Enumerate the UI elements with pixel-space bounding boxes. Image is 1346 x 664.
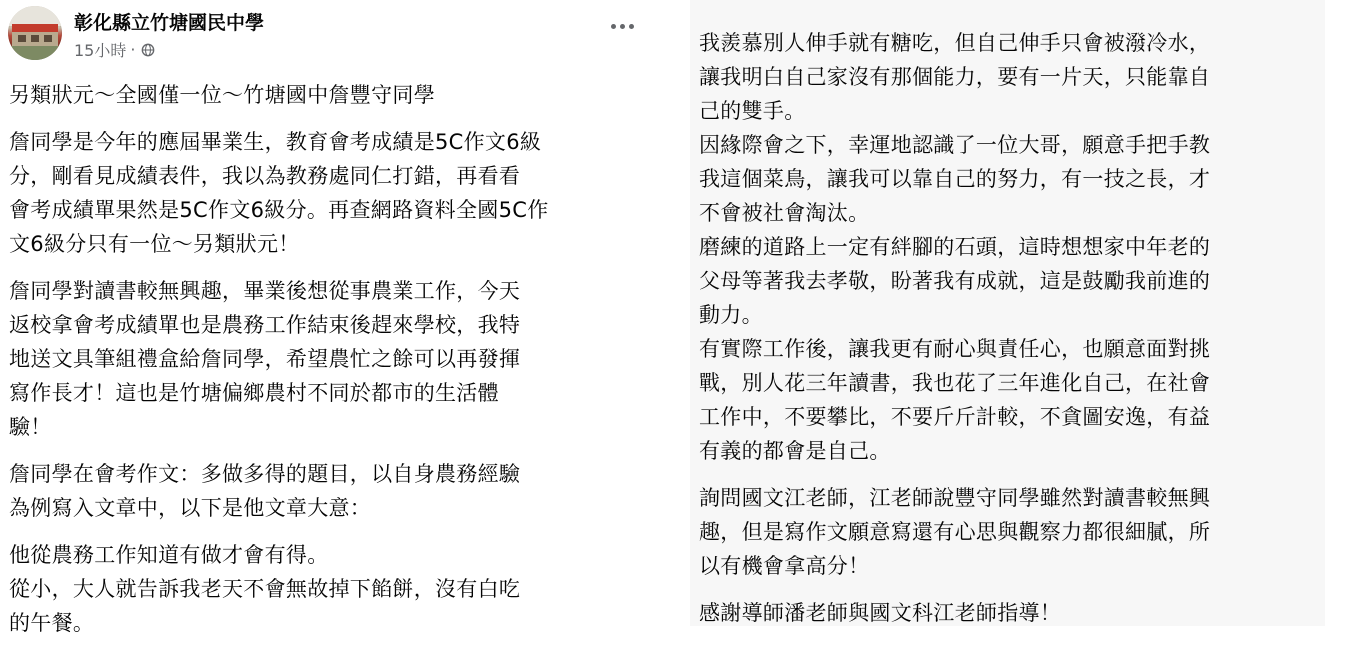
more-options-button[interactable] xyxy=(604,12,640,40)
paragraph-gap xyxy=(699,468,1319,481)
post-header xyxy=(8,6,648,62)
post-paragraph xyxy=(699,596,1319,630)
text-line: 從小，大人就告訴我老天不會無故掉下餡餅，沒有白吃 xyxy=(9,577,521,601)
text-line: 我羨慕別人伸手就有糖吃，但自己伸手只會被潑冷水， xyxy=(699,31,1211,55)
post-paragraph xyxy=(9,125,649,261)
text-line: 詹同學在會考作文：多做多得的題目，以自身農務經驗 xyxy=(9,462,521,486)
post-paragraph xyxy=(699,481,1319,583)
paragraph-gap xyxy=(699,583,1319,596)
text-line: 地送文具筆組禮盒給詹同學，希望農忙之餘可以再發揮 xyxy=(9,347,521,371)
post-meta xyxy=(74,38,155,61)
text-line: 寫作長才！這也是竹塘偏鄉農村不同於都市的生活體 xyxy=(9,381,499,405)
text-line: 詹同學是今年的應屆畢業生，教育會考成績是5C作文6級 xyxy=(9,130,542,154)
text-line: 分，剛看見成績表件，我以為教務處同仁打錯，再看看 xyxy=(9,164,521,188)
text-line: 他從農務工作知道有做才會有得。 xyxy=(9,543,329,567)
post-paragraph xyxy=(699,26,1319,468)
text-line: 文6級分只有一位～另類狀元！ xyxy=(9,232,300,256)
text-line: 以有機會拿高分！ xyxy=(699,554,870,578)
text-line: 父母等著我去孝敬，盼著我有成就，這是鼓勵我前進的 xyxy=(699,269,1211,293)
text-line: 的午餐。 xyxy=(9,611,95,635)
text-line: 感謝導師潘老師與國文科江老師指導！ xyxy=(699,601,1062,625)
text-line: 因緣際會之下，幸運地認識了一位大哥，願意手把手教 xyxy=(699,133,1211,157)
globe-icon[interactable] xyxy=(141,43,155,57)
text-line: 戰，別人花三年讀書，我也花了三年進化自己，在社會 xyxy=(699,371,1211,395)
text-line: 磨練的道路上一定有絆腳的石頭，這時想想家中年老的 xyxy=(699,235,1211,259)
post-paragraph xyxy=(9,78,649,112)
text-line: 有義的都會是自己。 xyxy=(699,439,891,463)
more-horizontal-icon xyxy=(611,24,616,29)
text-line: 驗！ xyxy=(9,415,52,439)
post-paragraph xyxy=(9,538,649,640)
paragraph-gap xyxy=(9,444,649,457)
post-text-right-panel xyxy=(690,0,1325,626)
post-paragraph xyxy=(9,457,649,525)
text-line: 動力。 xyxy=(699,303,763,327)
post-paragraph xyxy=(9,274,649,444)
text-line: 有實際工作後，讓我更有耐心與責任心，也願意面對挑 xyxy=(699,337,1211,361)
text-line: 不會被社會淘汰。 xyxy=(699,201,870,225)
paragraph-gap xyxy=(9,525,649,538)
meta-separator: · xyxy=(130,40,136,59)
text-line: 工作中，不要攀比，不要斤斤計較，不貪圖安逸，有益 xyxy=(699,405,1211,429)
paragraph-gap xyxy=(9,112,649,125)
text-line: 己的雙手。 xyxy=(699,99,806,123)
page-name-link[interactable]: 彰化縣立竹塘國民中學 xyxy=(74,12,265,34)
text-line: 趣，但是寫作文願意寫還有心思與觀察力都很細膩，所 xyxy=(699,520,1211,544)
post-card-left xyxy=(0,0,650,664)
more-dot xyxy=(629,24,634,29)
post-text-left xyxy=(9,78,649,640)
post-timestamp[interactable]: 15小時 xyxy=(74,41,127,60)
more-dot xyxy=(620,24,625,29)
text-line: 詢問國文江老師，江老師說豐守同學雖然對讀書較無興 xyxy=(699,486,1211,510)
post-text-right xyxy=(699,26,1319,630)
text-line: 我這個菜鳥，讓我可以靠自己的努力，有一技之長，才 xyxy=(699,167,1211,191)
text-line: 會考成績單果然是5C作文6級分。再查網路資料全國5C作 xyxy=(9,198,549,222)
text-line: 為例寫入文章中，以下是他文章大意： xyxy=(9,496,372,520)
text-line: 讓我明白自己家沒有那個能力，要有一片天，只能靠自 xyxy=(699,65,1211,89)
text-line: 另類狀元～全國僅一位～竹塘國中詹豐守同學 xyxy=(9,83,435,107)
text-line: 詹同學對讀書較無興趣，畢業後想從事農業工作，今天 xyxy=(9,279,521,303)
text-line: 返校拿會考成績單也是農務工作結束後趕來學校，我特 xyxy=(9,313,521,337)
avatar[interactable] xyxy=(8,6,62,60)
paragraph-gap xyxy=(9,261,649,274)
